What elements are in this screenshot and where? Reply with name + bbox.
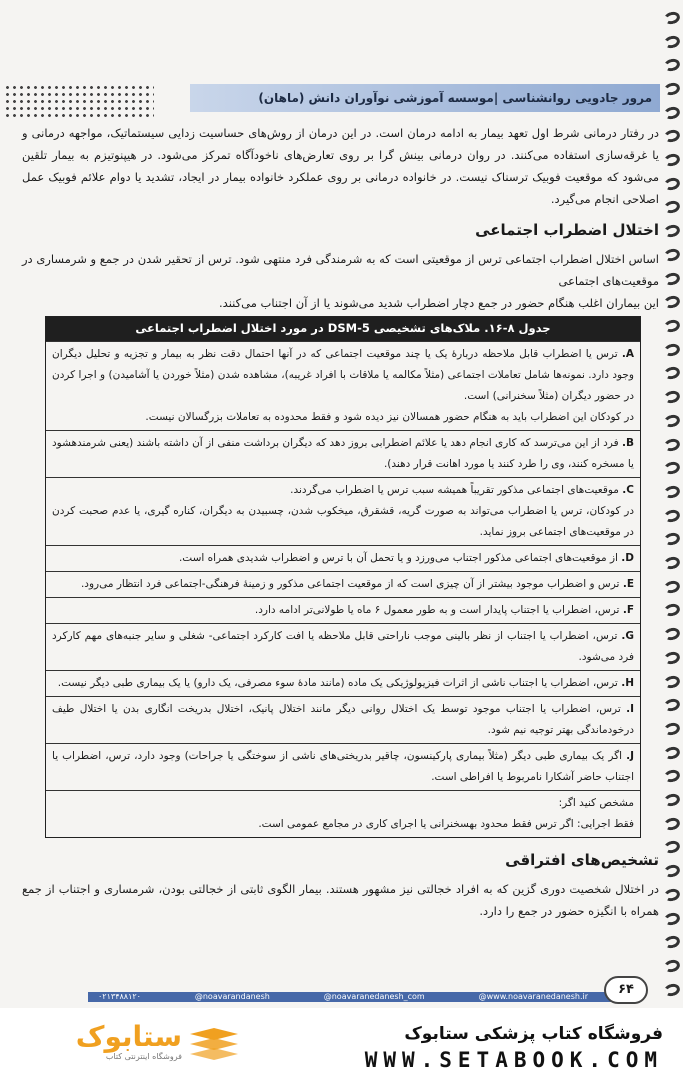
criteria-body: موقعیت‌های اجتماعی مذکور تقریباً همیشه سبب ترس یا اضطراب می‌گردند. <box>290 484 619 496</box>
logo-name: ستابوک <box>75 1020 182 1053</box>
spiral-ring <box>663 745 682 761</box>
spiral-ring <box>663 34 682 50</box>
criteria-text <box>52 344 634 407</box>
spiral-ring <box>663 816 682 832</box>
spiral-ring <box>663 508 682 524</box>
criteria-text <box>52 480 634 501</box>
page-content <box>22 122 659 922</box>
criteria-row <box>46 743 640 790</box>
section1-paragraph2: این بیماران اغلب هنگام حضور در جمع دچار اضطراب شدید می‌شوند یا از آن اجتناب می‌کنند. <box>219 296 659 310</box>
criteria-text <box>52 600 634 621</box>
spiral-ring <box>663 200 682 216</box>
spiral-ring <box>663 887 682 903</box>
criteria-letter: F. <box>622 604 634 616</box>
spiral-ring <box>663 531 682 547</box>
footer-bar <box>88 992 628 1002</box>
footer-phone: ۰۲۱۳۴۸۸۱۲۰ <box>98 992 141 1001</box>
spiral-ring <box>663 721 682 737</box>
spiral-ring <box>663 10 682 26</box>
spiral-ring <box>663 982 682 998</box>
spiral-ring <box>663 840 682 856</box>
spiral-ring <box>663 176 682 192</box>
criteria-row <box>46 623 640 670</box>
spiral-ring <box>663 768 682 784</box>
section1-paragraph1: اساس اختلال اضطراب اجتماعی ترس از موقعیتی است که به شرمندگی فرد منتهی شود. ترس از تحقیر شدن در جمع و شرمساری در موقعیت‌های اجتماعی <box>22 252 659 288</box>
spiral-ring <box>663 271 682 287</box>
criteria-row <box>46 571 640 597</box>
store-info <box>333 1022 663 1072</box>
spiral-ring <box>663 555 682 571</box>
criteria-letter: J. <box>626 750 634 762</box>
spiral-ring <box>663 484 682 500</box>
criteria-note: در کودکان این اضطراب باید به هنگام حضور همسالان نیز دیده شود و فقط محدوده به تعاملات بزرگسالان نیست. <box>145 411 634 423</box>
criteria-text <box>52 746 634 788</box>
criteria-body: ترس یا اضطراب قابل ملاحظه دربارهٔ یک یا چند موقعیت اجتماعی که در آنها احتمال دقت نظر به بیمار و تجزیه و تحلیل دیگران وجود دارد. نمونه‌ها شامل تعاملات اجتماعی (مثلاً مکالمه یا ملاقات با افراد غریبه)، مشاهده شدن (مثلاً خوردن یا آشامیدن) و اجرا کردن در حضور دیگران (مثلاً سخنرانی) است. <box>52 348 634 402</box>
spiral-binding <box>661 0 683 1008</box>
spiral-ring <box>663 579 682 595</box>
spiral-ring <box>663 863 682 879</box>
spiral-ring <box>663 57 682 73</box>
spiral-ring <box>663 247 682 263</box>
criteria-row <box>46 670 640 696</box>
footer-social2: @noavaranedanesh_com <box>323 992 425 1001</box>
spiral-ring <box>663 81 682 97</box>
criteria-letter: G. <box>621 630 635 642</box>
spiral-ring <box>663 223 682 239</box>
criteria-text <box>52 574 634 595</box>
logo-subtitle: فروشگاه اینترنتی کتاب <box>105 1052 182 1061</box>
criteria-row <box>46 597 640 623</box>
spiral-ring <box>663 152 682 168</box>
spiral-ring <box>663 958 682 974</box>
criteria-letter: C. <box>622 484 634 496</box>
criteria-body: ترس و اضطراب موجود بیشتر از آن چیزی است که از موقعیت اجتماعی مذکور و زمینهٔ فرهنگی-اجتماعی فرد انتظار می‌رود. <box>80 578 620 590</box>
criteria-letter: A. <box>621 348 634 360</box>
criteria-body: ترس، اضطراب یا اجتناب موجود توسط یک اختلال روانی دیگر مانند اختلال پانیک، اختلال بدریخت انگاری بدن یا اختلال طیف درخودماندگی بهتر توجیه نیم شود. <box>52 703 634 736</box>
section-heading-social-anxiety: اختلال اضطراب اجتماعی <box>475 221 659 239</box>
criteria-note: در کودکان، ترس یا اضطراب می‌تواند به صورت گریه، قشقرق، میخکوب شدن، چسبیدن به دیگران، کناره گیری، یا عدم صحبت کردن در موقعیت‌های اجتماعی بروز نماید. <box>52 505 634 538</box>
criteria-body: از موقعیت‌های اجتماعی مذکور اجتناب می‌ورزد و یا تحمل آن با ترس و اضطراب شدیدی همراه است. <box>178 552 618 564</box>
criteria-letter: B. <box>621 437 634 449</box>
setabook-logo[interactable] <box>32 1022 182 1066</box>
spiral-ring <box>663 128 682 144</box>
spiral-ring <box>663 674 682 690</box>
page-footer <box>88 976 648 1004</box>
store-title: فروشگاه کتاب پزشکی ستابوک <box>404 1024 663 1044</box>
spiral-ring <box>663 934 682 950</box>
criteria-note: فقط اجرایی: اگر ترس فقط محدود بهسخنرانی یا اجرای کاری در مجامع عمومی است. <box>258 818 634 830</box>
footer-website: @www.noavaranedanesh.ir <box>478 992 588 1001</box>
spiral-ring <box>663 911 682 927</box>
criteria-letter: E. <box>622 578 634 590</box>
table-title: جدول ۸-۱۶. ملاک‌های تشخیصی DSM-5 در مورد اختلال اضطراب اجتماعی <box>46 317 640 341</box>
criteria-body: اگر یک بیماری طبی دیگر (مثلاً بیماری پارکینسون، چاقیر بدریختی‌های ناشی از سوختگی یا جراحات) وجود دارد، ترس، اضطراب یا اجتناب حاضر آشکارا نامربوط یا افراطی است. <box>52 750 634 783</box>
criteria-body: مشخص کنید اگر: <box>558 797 634 809</box>
criteria-body: ترس، اضطراب یا اجتناب از نظر بالینی موجب ناراحتی قابل ملاحظه یا افت کارکرد اجتماعی- شغلی و سایر جنبه‌های مهم کارکرد فرد می‌شود. <box>52 630 634 663</box>
criteria-letter: H. <box>621 677 634 689</box>
spiral-ring <box>663 437 682 453</box>
criteria-body: فرد از این می‌ترسد که کاری انجام دهد یا علائم اضطرابی بروز دهد که دیگران برداشت منفی از آن داشته باشند (یعنی شرمندهشود یا مسخره کنند، وی را طرد کنند یا مورد اهانت قرار دهند). <box>52 437 634 470</box>
dot-pattern <box>4 84 154 120</box>
criteria-row <box>46 341 640 430</box>
criteria-text <box>52 699 634 741</box>
criteria-row <box>46 790 640 837</box>
header-title: مرور جادویی روانشناسی |موسسه آموزشی نوآوران دانش (ماهان) <box>258 91 652 105</box>
spiral-ring <box>663 389 682 405</box>
spiral-ring <box>663 294 682 310</box>
criteria-text <box>52 433 634 475</box>
criteria-row <box>46 545 640 571</box>
dsm5-criteria-table <box>45 316 641 838</box>
criteria-row <box>46 430 640 477</box>
criteria-text <box>52 548 634 569</box>
store-banner <box>0 1008 683 1080</box>
criteria-body: ترس، اضطراب یا اجتناب پایدار است و به طور معمول ۶ ماه یا طولانی‌تر ادامه دارد. <box>254 604 620 616</box>
spiral-ring <box>663 366 682 382</box>
spiral-ring <box>663 105 682 121</box>
criteria-row <box>46 477 640 545</box>
spiral-ring <box>663 413 682 429</box>
intro-paragraph: در رفتار درمانی شرط اول تعهد بیمار به ادامه درمان است. در این درمان از روش‌های حساسیت زدایی سیستماتیک، مواجهه درمانی و یا غرقه‌سازی استفاده می‌کنند. در روان درمانی بینش گرا بر روی تعارض‌های ناخودآگاه تمرکز می‌شود. در هیپنوتیزم به بیمار تلقین می‌شود که موقعیت فوبیک ترسناک نیست. در خانواده درمانی بر روی عملکرد خانواده بیمار در ایجاد، تشدید یا دوام علائم فوبیک عمل اصلاحی انجام می‌گیرد. <box>22 126 659 206</box>
spiral-ring <box>663 626 682 642</box>
criteria-body: ترس، اضطراب یا اجتناب ناشی از اثرات فیزیولوژیکی یک ماده (مانند مادهٔ سوء مصرفی، یک دارو) یا یک بیماری طبی دیگر نیست. <box>57 677 618 689</box>
criteria-row <box>46 696 640 743</box>
spiral-ring <box>663 318 682 334</box>
store-website[interactable]: WWW.SETABOOK.COM <box>364 1048 663 1072</box>
criteria-letter: D. <box>621 552 634 564</box>
spiral-ring <box>663 697 682 713</box>
criteria-text <box>52 673 634 694</box>
spiral-ring <box>663 792 682 808</box>
criteria-letter: I. <box>626 703 634 715</box>
spiral-ring <box>663 460 682 476</box>
page-number: ۶۴ <box>604 976 648 1004</box>
section-heading-differential: تشخیص‌های افتراقی <box>505 851 659 869</box>
section2-paragraph: در اختلال شخصیت دوری گزین که به افراد خجالتی نیز مشهور هستند. بیمار الگوی ثابتی از خجالتی بودن، شرمساری و اجتناب از جمع همراه با انگیزه حضور در جمع را دارد. <box>22 882 659 918</box>
criteria-text <box>52 626 634 668</box>
book-stack-icon <box>188 1026 240 1066</box>
page-header <box>190 84 660 112</box>
footer-social1: @noavarandanesh <box>194 992 270 1001</box>
spiral-ring <box>663 603 682 619</box>
spiral-ring <box>663 342 682 358</box>
spiral-ring <box>663 650 682 666</box>
criteria-text <box>52 793 634 814</box>
